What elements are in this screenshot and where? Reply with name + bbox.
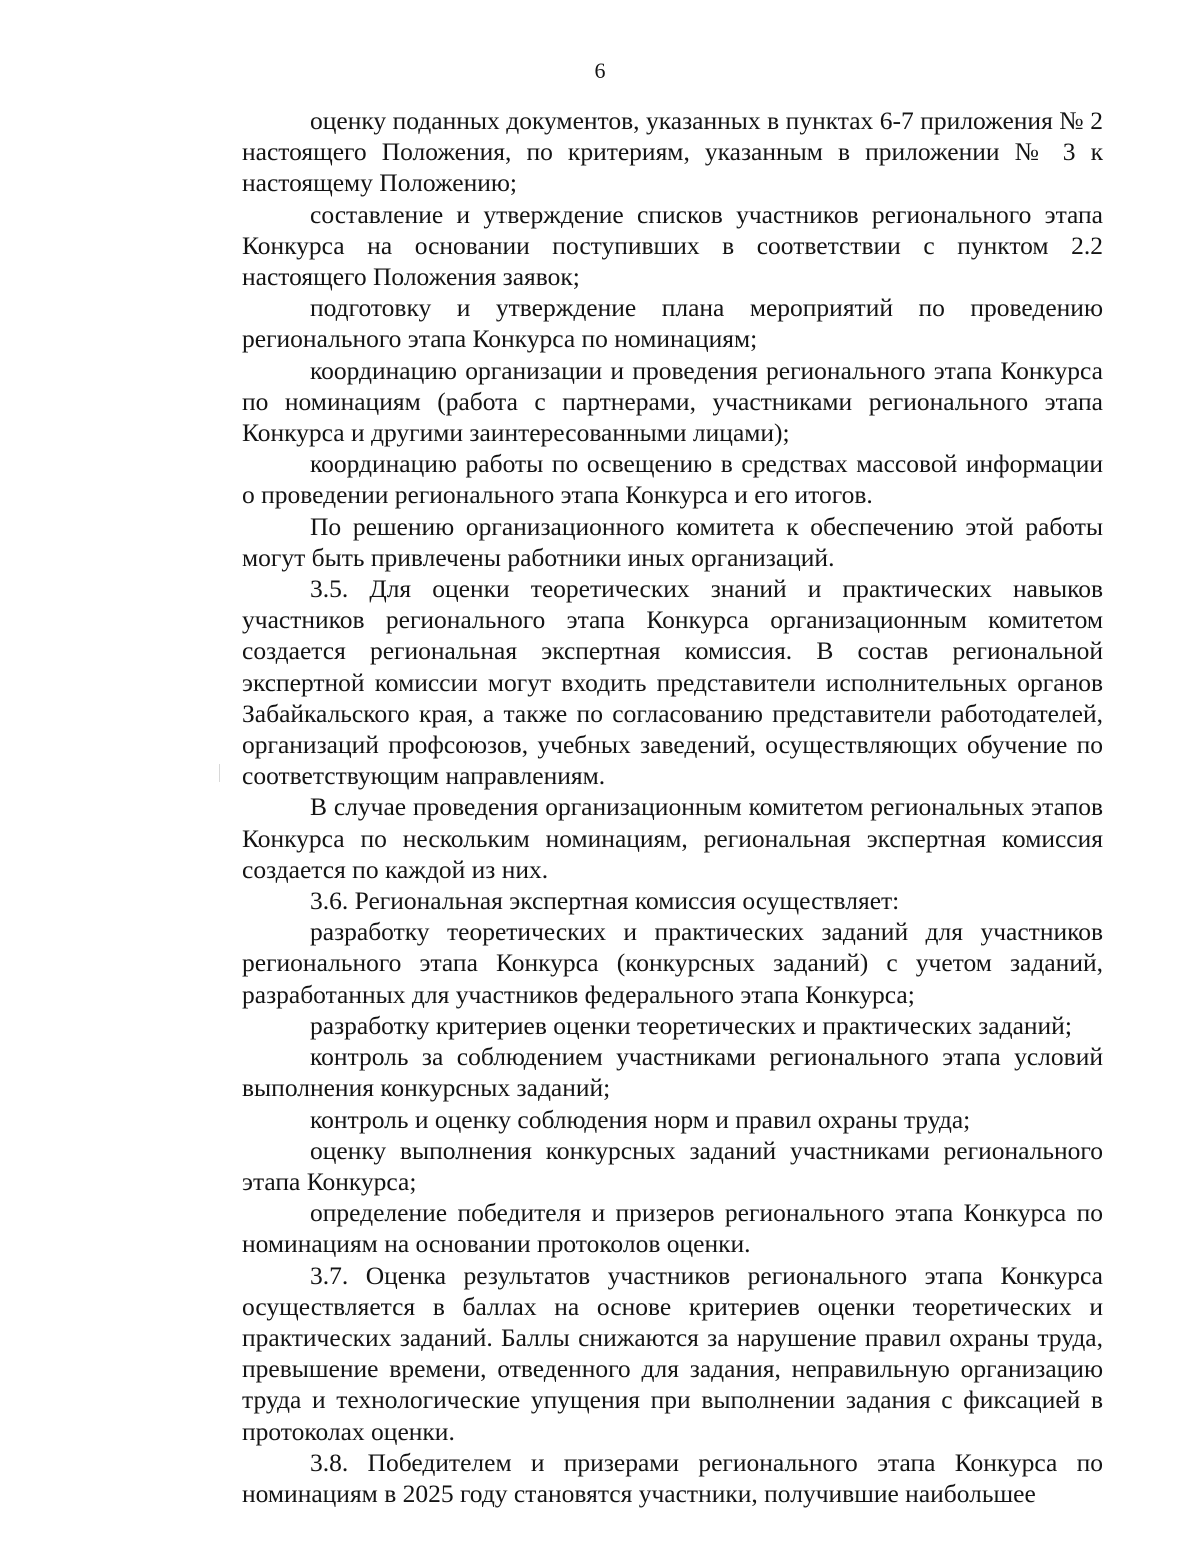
paragraph-coordination-of-stage: координацию организации и проведения регионального этапа Конкурса по номинациям (работа с партнерами, участниками регионального этапа Конкурса и другими заинтересованными лицами); bbox=[242, 355, 1103, 448]
paragraph-winner-determination: определение победителя и призеров регионального этапа Конкурса по номинациям на основании протоколов оценки. bbox=[242, 1198, 1103, 1259]
paragraph-involvement-of-workers: По решению организационного комитета к обеспечению этой работы могут быть привлечены работники иных организаций. bbox=[242, 511, 1103, 572]
paragraph-labor-safety-control: контроль и оценку соблюдения норм и правил охраны труда; bbox=[310, 1104, 971, 1134]
paragraph-participant-lists: составление и утверждение списков участников регионального этапа Конкурса на основании поступивших в соответствии с пунктом 2.2 настоящего Положения заявок; bbox=[242, 199, 1103, 292]
paragraph-criteria-development: разработку критериев оценки теоретических и практических заданий; bbox=[310, 1010, 1072, 1040]
page-number: 6 bbox=[594, 58, 606, 83]
paragraph-task-development: разработку теоретических и практических заданий для участников регионального этапа Конкурса (конкурсных заданий) с учетом заданий, разработанных для участников федерального этапа Конкурса; bbox=[242, 917, 1103, 1009]
paragraph-media-coverage: координацию работы по освещению в средствах массовой информации о проведении регионального этапа Конкурса и его итогов. bbox=[242, 449, 1103, 510]
paragraph-task-evaluation: оценку выполнения конкурсных заданий участниками регионального этапа Конкурса; bbox=[242, 1135, 1103, 1196]
paragraph-section-3-8: 3.8. Победителем и призерами регионального этапа Конкурса по номинациям в 2025 году становятся участники, получившие наибольшее bbox=[242, 1447, 1103, 1508]
paragraph-multiple-nominations: В случае проведения организационным комитетом региональных этапов Конкурса по нескольким номинациям, региональная экспертная комиссия создается по каждой из них. bbox=[242, 792, 1103, 884]
paragraph-section-3-6: 3.6. Региональная экспертная комиссия осуществляет: bbox=[310, 886, 900, 916]
scan-artifact bbox=[219, 764, 220, 782]
paragraph-section-3-5: 3.5. Для оценки теоретических знаний и практических навыков участников регионального этапа Конкурса организационным комитетом создается региональная экспертная комиссия. В состав региональной экспертной комиссии могут входить представители исполнительных органов Забайкальского края, а также по согласованию представители работодателей, организаций профсоюзов, учебных заведений, осуществляющих обучение по соответствующим направлениям. bbox=[242, 574, 1103, 791]
paragraph-section-3-7: 3.7. Оценка результатов участников регионального этапа Конкурса осуществляется в баллах на основе критериев оценки теоретических и практических заданий. Баллы снижаются за нарушение правил охраны труда, превышение времени, отведенного для задания, неправильную организацию труда и технологические упущения при выполнении задания с фиксацией в протоколах оценки. bbox=[242, 1260, 1103, 1446]
paragraph-evaluation-of-documents: оценку поданных документов, указанных в пунктах 6-7 приложения № 2 настоящего Положения, по критериям, указанным в приложении № 3 к настоящему Положению; bbox=[242, 106, 1103, 198]
paragraph-compliance-control: контроль за соблюдением участниками регионального этапа условий выполнения конкурсных заданий; bbox=[242, 1042, 1103, 1103]
paragraph-event-plan: подготовку и утверждение плана мероприятий по проведению регионального этапа Конкурса по номинациям; bbox=[242, 293, 1103, 354]
document-body bbox=[242, 105, 1103, 1509]
